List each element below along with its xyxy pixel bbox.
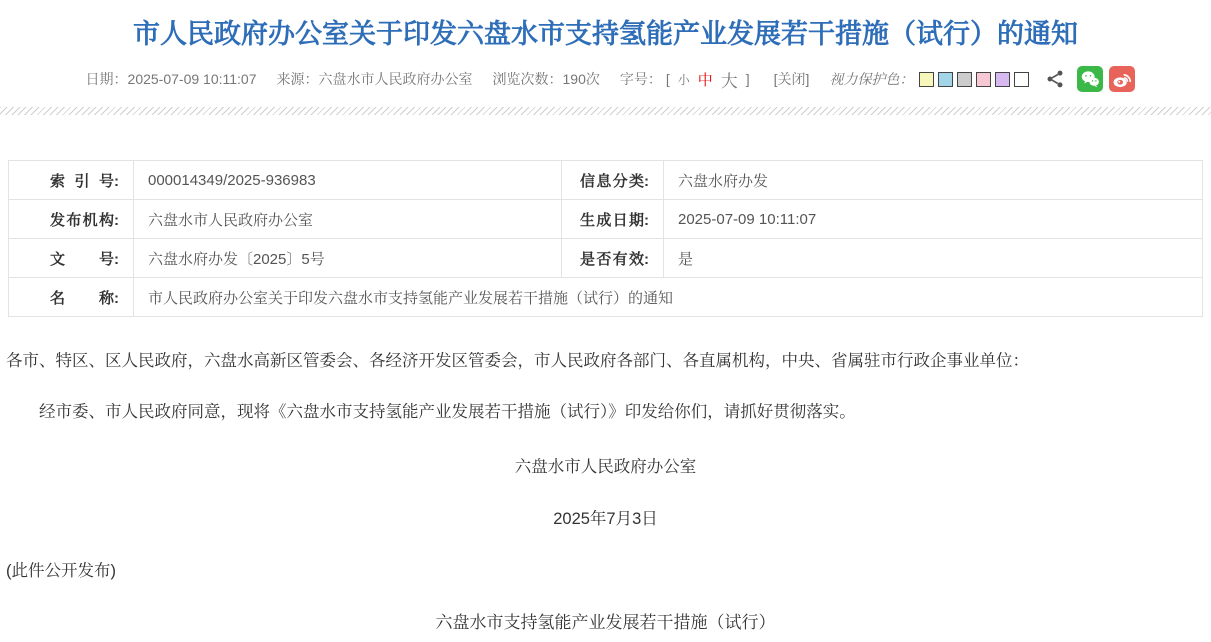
- generate-date-label-cell: 生成日期:: [562, 200, 664, 239]
- close-button[interactable]: [关闭]: [773, 71, 810, 87]
- info-category-label-cell: 信息分类:: [562, 161, 664, 200]
- fontsize-bracket-close: ]: [745, 71, 750, 87]
- fontsize-small-button[interactable]: 小: [677, 72, 690, 87]
- hatch-divider: [0, 107, 1211, 115]
- date-label: 日期：: [85, 71, 128, 87]
- share-icon[interactable]: [1045, 69, 1065, 89]
- color-swatch-purple[interactable]: [995, 72, 1010, 87]
- views-value: 190次: [562, 71, 600, 87]
- color-swatch-yellow[interactable]: [919, 72, 934, 87]
- fontsize-control: [620, 67, 754, 92]
- color-swatch-gray[interactable]: [957, 72, 972, 87]
- source-value: 六盘水市人民政府办公室: [318, 71, 473, 87]
- index-number-label-cell: 索引号:: [9, 161, 134, 200]
- color-swatch-blue[interactable]: [938, 72, 953, 87]
- public-release-note: (此件公开发布): [6, 562, 116, 580]
- fontsize-medium-button[interactable]: 中: [697, 71, 713, 89]
- wechat-icon[interactable]: [1077, 66, 1103, 92]
- doc-number-label-cell: 文号:: [9, 239, 134, 278]
- eye-protect-control: [829, 69, 1033, 89]
- issuing-agency-label-cell: 发布机构:: [9, 200, 134, 239]
- doc-name-label-cell: 名称:: [9, 278, 134, 317]
- validity-label-cell: 是否有效:: [562, 239, 664, 278]
- issuer-line: 六盘水市人民政府办公室: [514, 458, 697, 476]
- doc-name-value: 市人民政府办公室关于印发六盘水市支持氢能产业发展若干措施（试行）的通知: [134, 278, 1203, 317]
- issuing-agency-value: 六盘水市人民政府办公室: [134, 200, 562, 239]
- issue-date-line: 2025年7月3日: [553, 510, 658, 528]
- eye-protect-swatches: [919, 72, 1033, 87]
- document-body: [0, 349, 1211, 635]
- source-field: [277, 69, 473, 89]
- doc-number-value: 六盘水府办发〔2025〕5号: [134, 239, 562, 278]
- color-swatch-white[interactable]: [1014, 72, 1029, 87]
- views-field: [493, 69, 600, 89]
- page-title: 市人民政府办公室关于印发六盘水市支持氢能产业发展若干措施（试行）的通知: [133, 19, 1078, 49]
- validity-value: 是: [664, 239, 1203, 278]
- table-row: [9, 239, 1203, 278]
- info-category-value: 六盘水府办发: [664, 161, 1203, 200]
- views-label: 浏览次数：: [492, 71, 563, 87]
- date-value: 2025-07-09 10:11:07: [127, 71, 257, 87]
- fontsize-large-button[interactable]: 大: [720, 71, 738, 91]
- meta-bar: [0, 64, 1211, 94]
- main-paragraph: 经市委、市人民政府同意，现将《六盘水市支持氢能产业发展若干措施（试行）》印发给你们，请抓好贯彻落实。: [39, 403, 856, 421]
- eye-protect-label: 视力保护色：: [829, 71, 914, 87]
- fontsize-label: 字号：: [619, 71, 662, 87]
- addressees-paragraph: 各市、特区、区人民政府，六盘水高新区管委会、各经济开发区管委会，市人民政府各部门、各直属机构，中央、省属驻市行政企事业单位：: [6, 352, 1029, 370]
- weibo-icon[interactable]: [1109, 66, 1135, 92]
- index-number-value: 000014349/2025-936983: [134, 161, 562, 200]
- table-row: [9, 278, 1203, 317]
- document-info-table-wrap: [0, 160, 1211, 317]
- date-field: [86, 69, 257, 89]
- fontsize-bracket-open: [: [665, 71, 670, 87]
- attachment-title: 六盘水市支持氢能产业发展若干措施（试行）: [435, 613, 776, 632]
- table-row: [9, 161, 1203, 200]
- generate-date-value: 2025-07-09 10:11:07: [664, 200, 1203, 239]
- table-row: [9, 200, 1203, 239]
- source-label: 来源：: [276, 71, 319, 87]
- color-swatch-pink[interactable]: [976, 72, 991, 87]
- document-info-table: [8, 160, 1203, 317]
